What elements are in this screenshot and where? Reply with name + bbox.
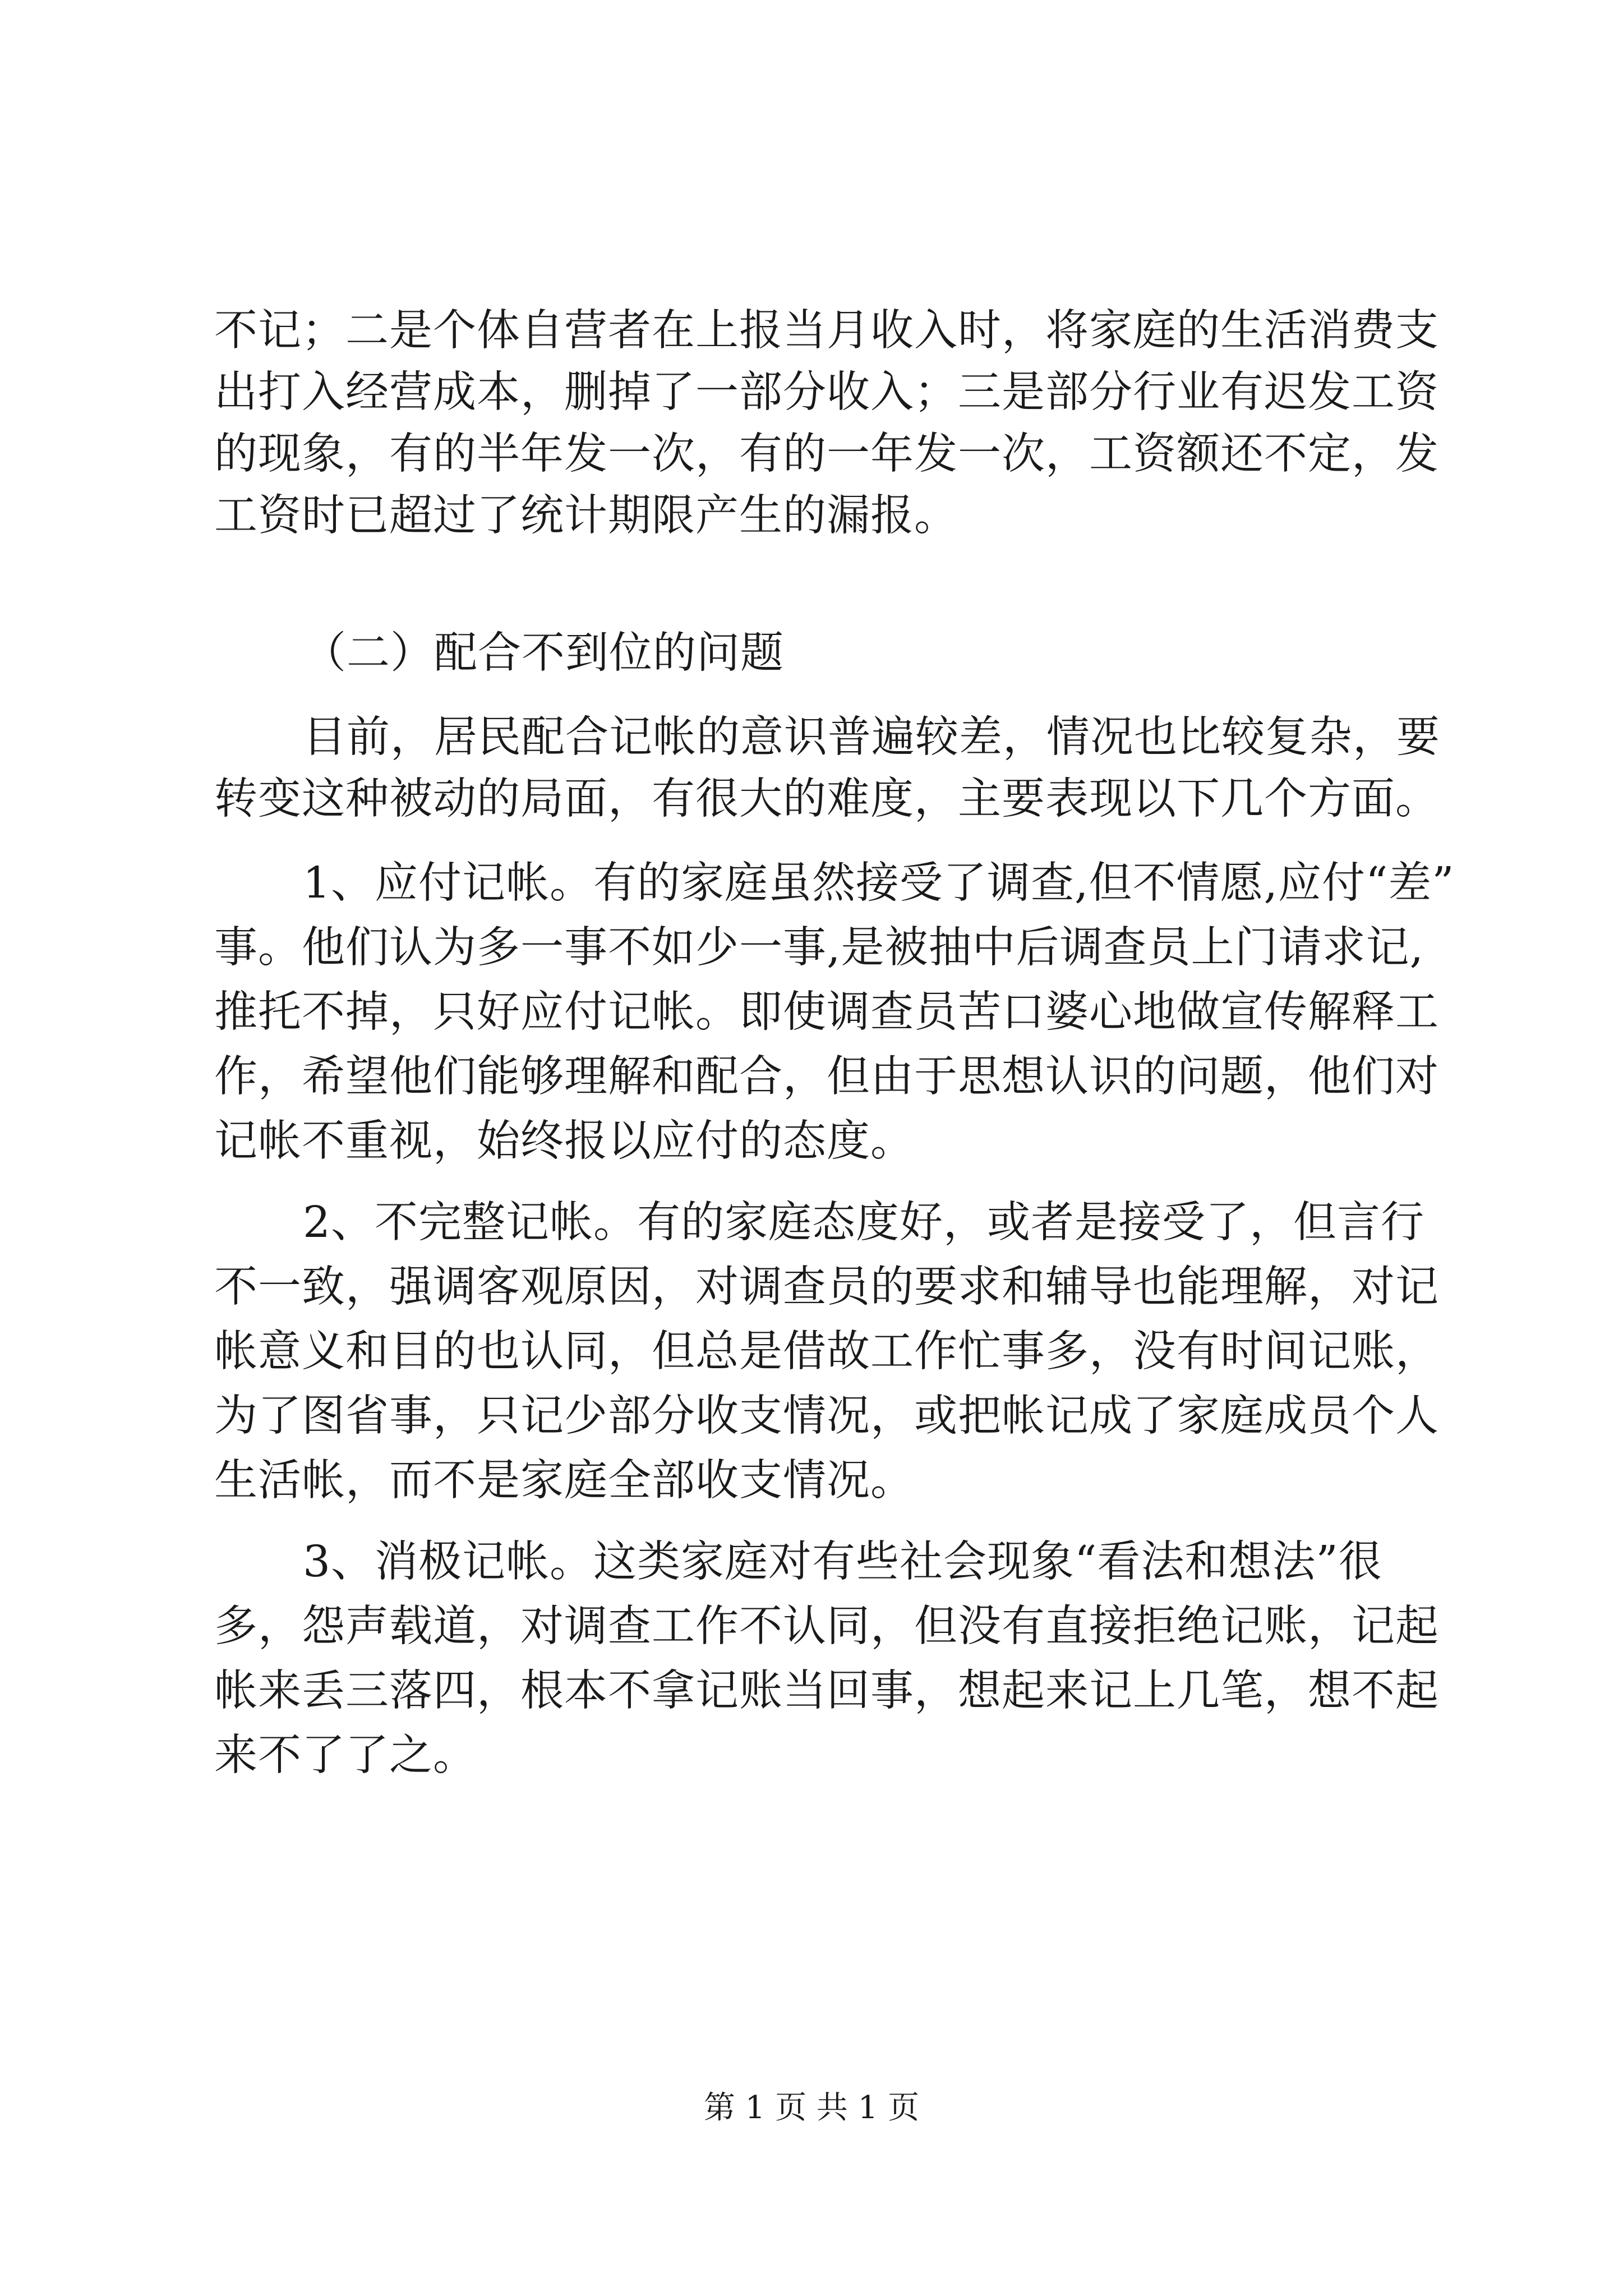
text-line-6: 目前，居民配合记帐的意识普遍较差，情况也比较复杂，要 [303, 712, 1440, 762]
text-line-15: 帐意义和目的也认同，但总是借故工作忙事多，没有时间记账， [214, 1327, 1439, 1377]
text-line-8: 1、应付记帐。有的家庭虽然接受了调查,但不情愿,应付“差” [303, 858, 1455, 908]
text-line-9: 事。他们认为多一事不如少一事,是被抽中后调查员上门请求记, [214, 923, 1424, 973]
text-line-13: 2、不完整记帐。有的家庭态度好，或者是接受了，但言行 [303, 1198, 1424, 1248]
text-line-18: 3、消极记帐。这类家庭对有些社会现象“看法和想法”很 [303, 1537, 1382, 1587]
text-line-11: 作，希望他们能够理解和配合，但由于思想认识的问题，他们对 [214, 1052, 1439, 1102]
text-line-7: 转变这种被动的局面，有很大的难度，主要表现以下几个方面。 [214, 774, 1439, 824]
section-heading: （二）配合不到位的问题 [303, 628, 784, 678]
text-line-3: 的现象，有的半年发一次，有的一年发一次，工资额还不定，发 [214, 429, 1439, 479]
text-line-19: 多，怨声载道，对调查工作不认同，但没有直接拒绝记账，记起 [214, 1602, 1439, 1651]
text-line-14: 不一致，强调客观原因，对调查员的要求和辅导也能理解，对记 [214, 1262, 1439, 1312]
text-line-17: 生活帐，而不是家庭全部收支情况。 [214, 1456, 914, 1506]
text-line-20: 帐来丢三落四，根本不拿记账当回事，想起来记上几笔，想不起 [214, 1666, 1439, 1716]
page-footer: 第 1 页 共 1 页 [703, 2090, 920, 2126]
text-line-10: 推托不掉，只好应付记帐。即使调查员苦口婆心地做宣传解释工 [214, 987, 1439, 1037]
text-line-21: 来不了了之。 [214, 1731, 477, 1780]
text-line-12: 记帐不重视，始终报以应付的态度。 [214, 1116, 914, 1166]
text-line-4: 工资时已超过了统计期限产生的漏报。 [214, 491, 958, 541]
text-line-1: 不记；二是个体自营者在上报当月收入时，将家庭的生活消费支 [214, 306, 1439, 356]
text-line-16: 为了图省事，只记少部分收支情况，或把帐记成了家庭成员个人 [214, 1391, 1439, 1441]
text-line-2: 出打入经营成本，删掉了一部分收入；三是部分行业有迟发工资 [214, 367, 1439, 417]
